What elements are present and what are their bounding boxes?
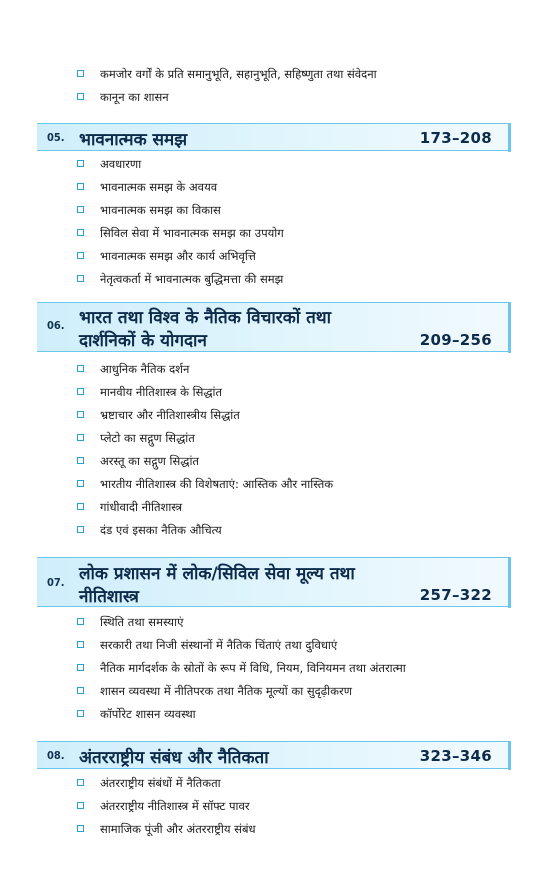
list-item [0, 222, 548, 245]
square-bullet-icon [77, 365, 84, 372]
list-item [0, 404, 548, 427]
list-item [0, 496, 548, 519]
item-text: अरस्तू का सद्गुण सिद्धांत [100, 454, 199, 468]
list-item [0, 795, 548, 818]
item-text: भावनात्मक समझ और कार्य अभिवृत्ति [100, 249, 256, 263]
item-text: भारतीय नीतिशास्त्र की विशेषताएं: आस्तिक और नास्तिक [100, 477, 334, 491]
chapter-08-header [37, 741, 510, 769]
square-bullet-icon [77, 526, 84, 533]
square-bullet-icon [77, 710, 84, 717]
chapter-07-header [37, 557, 510, 607]
item-text: आधुनिक नैतिक दर्शन [100, 362, 190, 376]
square-bullet-icon [77, 825, 84, 832]
chapter-title: अंतरराष्ट्रीय संबंध और नैतिकता [79, 748, 269, 768]
item-text: प्लेटो का सद्गुण सिद्धांत [100, 431, 195, 445]
list-item [0, 358, 548, 381]
item-text: गांधीवादी नीतिशास्त्र [100, 500, 183, 514]
item-text: सिविल सेवा में भावनात्मक समझ का उपयोग [100, 226, 284, 240]
square-bullet-icon [77, 160, 84, 167]
square-bullet-icon [77, 687, 84, 694]
list-item [0, 63, 548, 86]
chapter-number: 06. [47, 319, 65, 332]
item-text: कॉर्पोरेट शासन व्यवस्था [100, 707, 196, 721]
list-item [0, 519, 548, 542]
chapter-pages: 257–322 [419, 586, 492, 604]
item-text: भ्रष्टाचार और नीतिशास्त्रीय सिद्धांत [100, 408, 240, 422]
item-text: स्थिति तथा समस्याएं [100, 615, 184, 629]
intro-list [0, 63, 548, 109]
item-text: सामाजिक पूंजी और अंतरराष्ट्रीय संबंध [100, 822, 256, 836]
list-item [0, 473, 548, 496]
list-item [0, 450, 548, 473]
chapter-08-items [0, 772, 548, 841]
chapter-title-line-2: दार्शनिकों के योगदान [79, 331, 207, 351]
list-item [0, 611, 548, 634]
chapter-title: भावनात्मक समझ [79, 130, 188, 150]
item-text: सरकारी तथा निजी संस्थानों में नैतिक चिंताएं तथा दुविधाएं [100, 638, 338, 652]
chapter-05-items [0, 153, 548, 291]
square-bullet-icon [77, 664, 84, 671]
chapter-06-header [37, 302, 510, 352]
square-bullet-icon [77, 93, 84, 100]
item-text: कानून का शासन [100, 90, 169, 104]
square-bullet-icon [77, 618, 84, 625]
item-text: कमजोर वर्गों के प्रति समानुभूति, सहानुभूति, सहिष्णुता तथा संवेदना [100, 67, 377, 81]
list-item [0, 381, 548, 404]
square-bullet-icon [77, 457, 84, 464]
chapter-05-header [37, 123, 510, 151]
square-bullet-icon [77, 206, 84, 213]
square-bullet-icon [77, 411, 84, 418]
chapter-06-items [0, 358, 548, 542]
square-bullet-icon [77, 252, 84, 259]
chapter-number: 08. [47, 749, 65, 762]
square-bullet-icon [77, 503, 84, 510]
item-text: अंतरराष्ट्रीय संबंधों में नैतिकता [100, 776, 221, 790]
list-item [0, 634, 548, 657]
chapter-07-items [0, 611, 548, 726]
square-bullet-icon [77, 183, 84, 190]
list-item [0, 703, 548, 726]
square-bullet-icon [77, 70, 84, 77]
item-text: मानवीय नीतिशास्त्र के सिद्धांत [100, 385, 223, 399]
square-bullet-icon [77, 275, 84, 282]
chapter-pages: 323–346 [419, 747, 492, 765]
item-text: भावनात्मक समझ के अवयव [100, 180, 218, 194]
square-bullet-icon [77, 480, 84, 487]
square-bullet-icon [77, 388, 84, 395]
list-item [0, 176, 548, 199]
list-item [0, 86, 548, 109]
list-item [0, 268, 548, 291]
chapter-number: 07. [47, 576, 65, 589]
list-item [0, 772, 548, 795]
chapter-title-line-1: लोक प्रशासन में लोक/सिविल सेवा मूल्य तथा [79, 564, 355, 584]
square-bullet-icon [77, 802, 84, 809]
list-item [0, 818, 548, 841]
list-item [0, 427, 548, 450]
list-item [0, 657, 548, 680]
square-bullet-icon [77, 779, 84, 786]
chapter-title-line-2: नीतिशास्त्र [79, 587, 139, 607]
item-text: अवधारणा [100, 157, 142, 171]
chapter-pages: 173–208 [419, 129, 492, 147]
square-bullet-icon [77, 229, 84, 236]
item-text: दंड एवं इसका नैतिक औचित्य [100, 523, 222, 537]
list-item [0, 153, 548, 176]
item-text: नेतृत्वकर्ता में भावनात्मक बुद्धिमत्ता की समझ [100, 272, 284, 286]
chapter-title-line-1: भारत तथा विश्व के नैतिक विचारकों तथा [79, 308, 332, 328]
list-item [0, 245, 548, 268]
chapter-pages: 209–256 [419, 331, 492, 349]
list-item [0, 199, 548, 222]
square-bullet-icon [77, 641, 84, 648]
item-text: शासन व्यवस्था में नीतिपरक तथा नैतिक मूल्यों का सुदृढ़ीकरण [100, 684, 353, 698]
list-item [0, 680, 548, 703]
square-bullet-icon [77, 434, 84, 441]
item-text: भावनात्मक समझ का विकास [100, 203, 221, 217]
item-text: नैतिक मार्गदर्शक के स्रोतों के रूप में विधि, नियम, विनियमन तथा अंतरात्मा [100, 661, 406, 675]
item-text: अंतरराष्ट्रीय नीतिशास्त्र में सॉफ्ट पावर [100, 799, 250, 813]
chapter-number: 05. [47, 131, 65, 144]
